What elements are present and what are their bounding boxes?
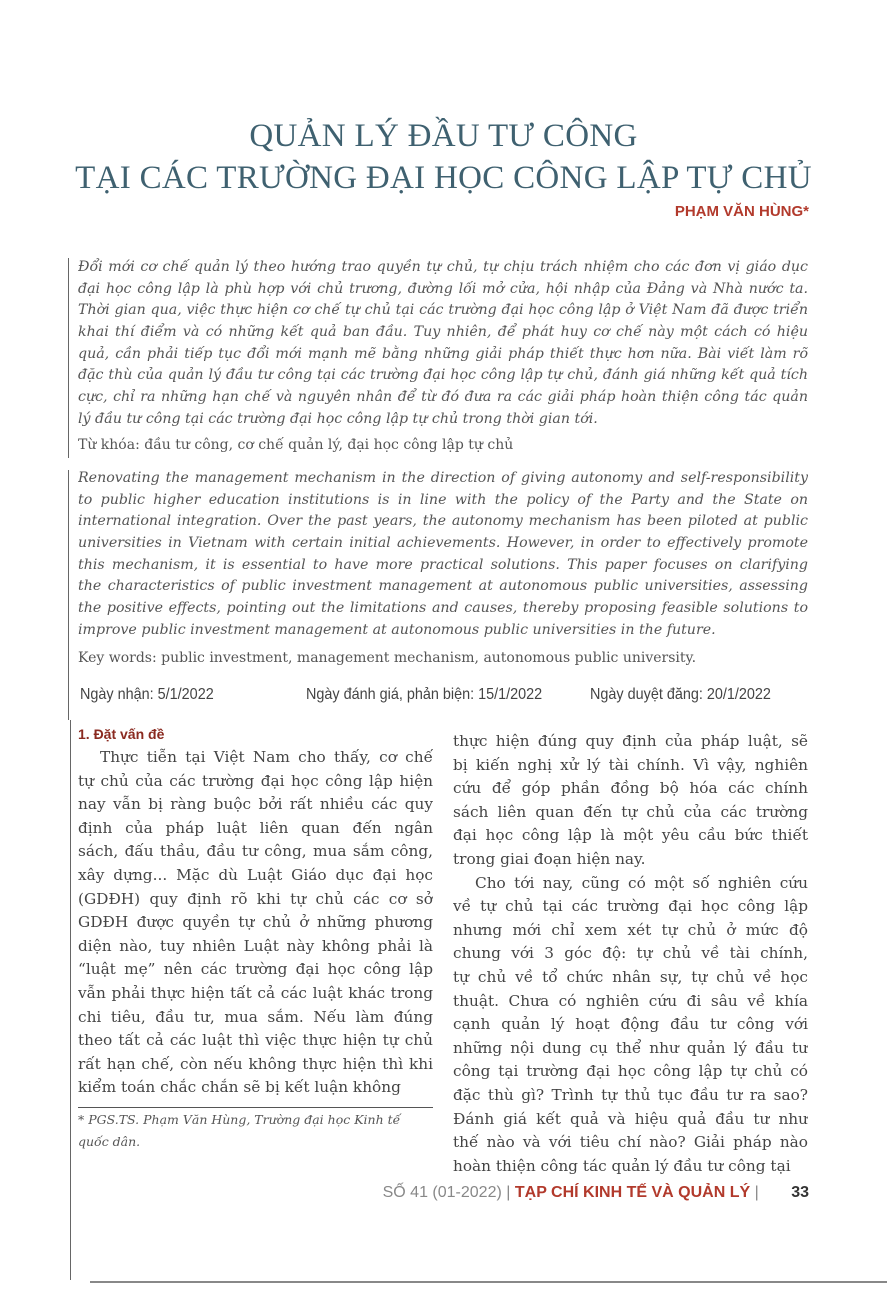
text-line: về tự chủ tại các trường đại học công lập bbox=[453, 897, 808, 916]
text-line: sách, đấu thầu, đầu tư công, mua sắm công, bbox=[78, 842, 433, 861]
text-line: đặc thù của quản lý đầu tư công tại các trường đại học công lập tự chủ, đánh giá những kết quả tích bbox=[78, 367, 808, 384]
text-line: tự chủ của các trường đại học công lập hiện bbox=[78, 771, 433, 790]
body-column-right bbox=[453, 730, 808, 1178]
text-line: chung với 3 góc độ: tự chủ về tài chính, bbox=[453, 944, 808, 963]
text-line: cực, chỉ ra những hạn chế và nguyên nhân để từ đó đưa ra các giải pháp hoàn thiện công tác quản bbox=[78, 389, 808, 406]
footer-separator: | bbox=[506, 1184, 511, 1201]
margin-scan-line bbox=[68, 470, 69, 720]
text-line: xây dựng... Mặc dù Luật Giáo dục đại học bbox=[78, 865, 433, 884]
abstract-english bbox=[78, 468, 808, 642]
issue-number: SỐ 41 (01-2022) bbox=[382, 1184, 502, 1201]
text-line: nay vẫn bị ràng buộc bởi rất nhiều các quy bbox=[78, 795, 433, 814]
margin-scan-line bbox=[70, 720, 71, 1280]
text-line: theo tất cả các luật thì việc thực hiện tự chủ bbox=[78, 1031, 433, 1050]
abstract-vietnamese bbox=[78, 257, 808, 431]
text-line: tự chủ về tổ chức nhân sự, tự chủ về học bbox=[453, 967, 808, 986]
text-line: bị kiến nghị xử lý tài chính. Vì vậy, nghiên bbox=[453, 755, 808, 774]
text-line: cạnh quản lý hoạt động đầu tư công với bbox=[453, 1015, 808, 1034]
text-line: kiểm toán chắc chắn sẽ bị kết luận không bbox=[78, 1078, 401, 1097]
text-line: công tại trường đại học công lập tự chủ có bbox=[453, 1062, 808, 1081]
body-column-left bbox=[78, 746, 433, 1100]
text-line: rất hạn chế, còn nếu không thực hiện thì khi bbox=[78, 1054, 433, 1073]
text-line: universities in Vietnam with certain initial achievements. However, in order to effectively promote bbox=[78, 535, 808, 552]
text-line: Thời gian qua, việc thực hiện cơ chế tự chủ tại các trường đại học công lập ở Việt Nam đã được triển bbox=[78, 302, 808, 319]
text-line: chi tiêu, đầu tư, mua sắm. Nếu làm đúng bbox=[78, 1007, 433, 1026]
page-number: 33 bbox=[791, 1184, 809, 1201]
text-line: thuật. Chưa có nghiên cứu đi sâu về khía bbox=[453, 991, 808, 1010]
text-line: Đánh giá kết quả và hiệu quả đầu tư như bbox=[453, 1109, 808, 1128]
text-line: lý đầu tư công tại các trường đại học công lập tự chủ trong thời gian tới. bbox=[78, 410, 598, 427]
text-line: Cho tới nay, cũng có một số nghiên cứu bbox=[475, 873, 808, 892]
text-line: đặc thù gì? Trình tự thủ tục đầu tư ra sao? bbox=[453, 1085, 808, 1104]
section-heading: 1. Đặt vấn đề bbox=[78, 726, 165, 742]
journal-name: TẠP CHÍ KINH TẾ VÀ QUẢN LÝ bbox=[514, 1184, 751, 1201]
text-line: thế nào và với tiêu chí nào? Giải pháp nào bbox=[453, 1133, 808, 1152]
text-line: this mechanism, it is essential to have more practical solutions. This paper focuses on clarifying bbox=[78, 556, 808, 573]
text-line: (GDĐH) quy định rõ khi tự chủ các cơ sở bbox=[78, 889, 433, 908]
text-line: đại học công lập là phù hợp với chủ trương, đường lối mở cửa, hội nhập của Đảng và Nhà nước ta. bbox=[78, 280, 808, 297]
text-line: trong giai đoạn hiện nay. bbox=[453, 849, 646, 868]
text-line: quả, cần phải tiếp tục đổi mới mạnh mẽ bằng những giải pháp thiết thực hơn nữa. Bài viết làm rõ bbox=[78, 345, 808, 362]
text-line: những nội dung cụ thể như quản lý đầu tư bbox=[453, 1038, 808, 1057]
text-line: international integration. Over the past years, the autonomy mechanism has been piloted at public bbox=[78, 513, 808, 530]
text-line: khai thí điểm và có những kết quả ban đầu. Tuy nhiên, để phát huy cơ chế này một cách có hiệu bbox=[78, 324, 808, 341]
footnote-divider bbox=[78, 1107, 433, 1108]
footnote bbox=[78, 1109, 433, 1153]
text-line: GDĐH được quyền tự chủ ở những phương bbox=[78, 913, 433, 932]
footer-separator: | bbox=[754, 1184, 759, 1201]
text-line: diện nào, tuy nhiên Luật này không phải là bbox=[78, 936, 433, 955]
text-line: the characteristics of public investment management at autonomous public universities, assessing bbox=[78, 578, 808, 595]
page-footer bbox=[383, 1184, 809, 1202]
text-line: định của pháp luật liên quan đến ngân bbox=[78, 818, 433, 837]
text-line: “luật mẹ” nên các trường đại học công lập bbox=[78, 960, 433, 979]
text-line: sách liên quan đến tự chủ của các trường bbox=[453, 802, 808, 821]
text-line: the positive effects, pointing out the limitations and causes, thereby proposing feasible solutions to bbox=[78, 600, 808, 617]
text-line: nhưng mới chỉ xem xét tự chủ ở mức độ bbox=[453, 920, 808, 939]
article-title-line-1: QUẢN LÝ ĐẦU TƯ CÔNG bbox=[249, 118, 638, 154]
text-line: đại học công lập là một yêu cầu bức thiết bbox=[453, 826, 808, 845]
text-line: Renovating the management mechanism in the direction of giving autonomy and self-responsibility bbox=[78, 470, 808, 486]
text-line: to public higher education institutions is in line with the policy of the Party and the State on bbox=[78, 491, 808, 508]
keywords-vietnamese: Từ khóa: đầu tư công, cơ chế quản lý, đại học công lập tự chủ bbox=[78, 437, 514, 453]
text-line: Đổi mới cơ chế quản lý theo hướng trao quyền tự chủ, tự chịu trách nhiệm cho các đơn vị giáo dục bbox=[78, 259, 808, 275]
author-name: PHẠM VĂN HÙNG* bbox=[674, 203, 809, 220]
text-line: vẫn phải thực hiện tất cả các luật khác trong bbox=[78, 983, 433, 1002]
date-reviewed: Ngày đánh giá, phản biện: 15/1/2022 bbox=[306, 686, 543, 703]
keywords-english: Key words: public investment, management mechanism, autonomous public university. bbox=[78, 650, 697, 666]
bottom-edge-line bbox=[90, 1281, 887, 1283]
text-line: thực hiện đúng quy định của pháp luật, sẽ bbox=[453, 732, 808, 750]
text-line: hoàn thiện công tác quản lý đầu tư công tại bbox=[453, 1156, 791, 1175]
text-line: cứu để góp phần đồng bộ hóa các chính bbox=[453, 779, 808, 798]
footnote-line: quốc dân. bbox=[78, 1134, 141, 1149]
margin-scan-line bbox=[68, 258, 69, 458]
text-line: Thực tiễn tại Việt Nam cho thấy, cơ chế bbox=[100, 748, 433, 766]
date-approved: Ngày duyệt đăng: 20/1/2022 bbox=[590, 686, 771, 703]
footnote-line: * PGS.TS. Phạm Văn Hùng, Trường đại học Kinh tế bbox=[78, 1112, 401, 1127]
date-received: Ngày nhận: 5/1/2022 bbox=[80, 686, 214, 703]
article-title-line-2: TẠI CÁC TRƯỜNG ĐẠI HỌC CÔNG LẬP TỰ CHỦ bbox=[75, 160, 812, 196]
text-line: improve public investment management at autonomous public universities in the future. bbox=[78, 621, 716, 638]
